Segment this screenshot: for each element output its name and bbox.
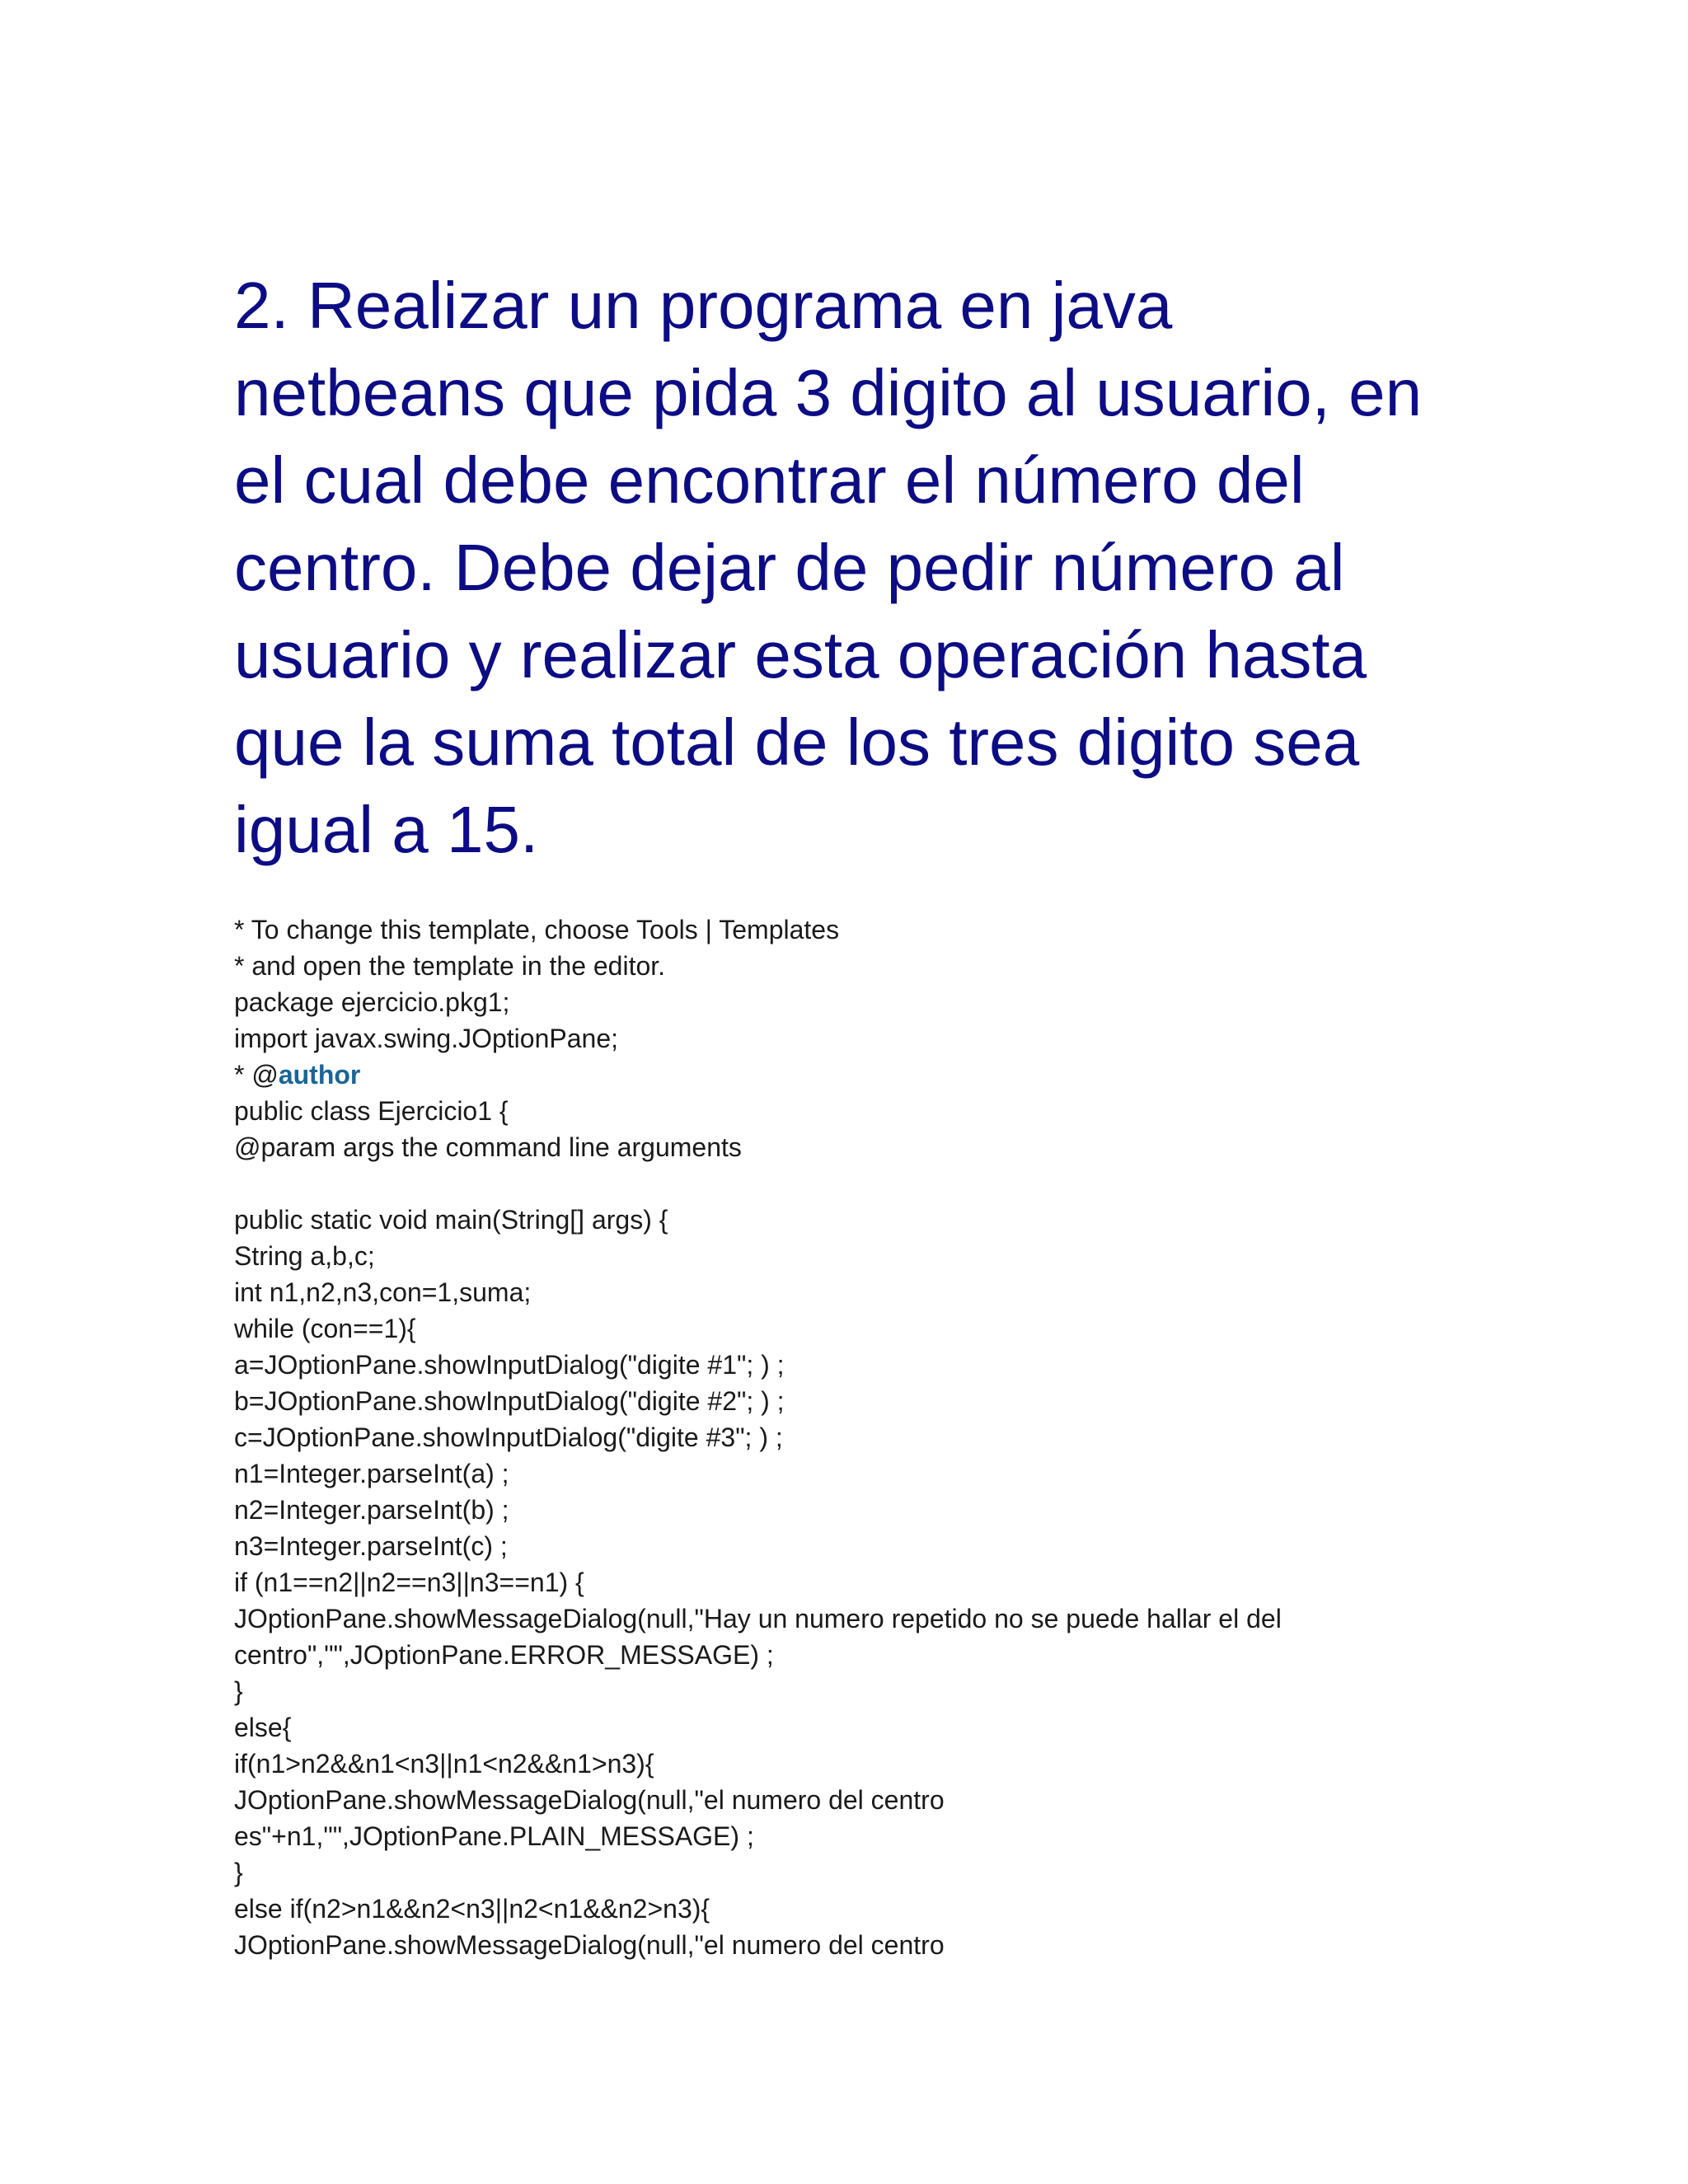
code-line: package ejercicio.pkg1; bbox=[234, 987, 510, 1017]
author-prefix: * @ bbox=[234, 1060, 279, 1090]
code-line: } bbox=[234, 1858, 243, 1887]
code-line: a=JOptionPane.showInputDialog("digite #1"; ) ; bbox=[234, 1350, 785, 1380]
code-line: else if(n2>n1&&n2<n3||n2<n1&&n2>n3){ bbox=[234, 1894, 710, 1924]
code-line: } bbox=[234, 1676, 243, 1706]
code-listing bbox=[234, 912, 1553, 1963]
code-line: public static void main(String[] args) { bbox=[234, 1205, 668, 1235]
code-line: int n1,n2,n3,con=1,suma; bbox=[234, 1277, 532, 1307]
code-line: JOptionPane.showMessageDialog(null,"el numero del centro bbox=[234, 1785, 945, 1815]
code-line: b=JOptionPane.showInputDialog("digite #2"; ) ; bbox=[234, 1386, 785, 1416]
exercise-heading: 2. Realizar un programa en java netbeans que pida 3 digito al usuario, en el cual debe encontrar el número del centro. Debe dejar de pedir número al usuario y realizar esta operación hasta que la suma total de los tres digito sea igual a 15. bbox=[234, 269, 1423, 866]
code-line: if(n1>n2&&n1<n3||n1<n2&&n1>n3){ bbox=[234, 1749, 654, 1779]
code-line: n1=Integer.parseInt(a) ; bbox=[234, 1459, 509, 1488]
code-line: import javax.swing.JOptionPane; bbox=[234, 1024, 618, 1053]
code-line: JOptionPane.showMessageDialog(null,"el numero del centro bbox=[234, 1930, 945, 1960]
code-line: public class Ejercicio1 { bbox=[234, 1096, 509, 1126]
code-line: while (con==1){ bbox=[234, 1314, 416, 1343]
code-line: else{ bbox=[234, 1713, 292, 1742]
code-line: es"+n1,"",JOptionPane.PLAIN_MESSAGE) ; bbox=[234, 1821, 754, 1851]
code-line: String a,b,c; bbox=[234, 1241, 375, 1271]
author-annotation: author bbox=[278, 1060, 361, 1090]
code-line-blank bbox=[234, 1165, 1553, 1202]
code-line: c=JOptionPane.showInputDialog("digite #3"; ) ; bbox=[234, 1422, 783, 1452]
code-line: * and open the template in the editor. bbox=[234, 951, 666, 981]
code-line: JOptionPane.showMessageDialog(null,"Hay un numero repetido no se puede hallar el del bbox=[234, 1604, 1282, 1633]
code-line: n2=Integer.parseInt(b) ; bbox=[234, 1495, 509, 1525]
code-line: @param args the command line arguments bbox=[234, 1132, 742, 1162]
code-line-author bbox=[234, 1057, 1553, 1093]
code-line: if (n1==n2||n2==n3||n3==n1) { bbox=[234, 1568, 584, 1597]
code-line: n3=Integer.parseInt(c) ; bbox=[234, 1531, 508, 1561]
code-line: centro","",JOptionPane.ERROR_MESSAGE) ; bbox=[234, 1640, 774, 1670]
code-line: * To change this template, choose Tools | Templates bbox=[234, 915, 840, 944]
